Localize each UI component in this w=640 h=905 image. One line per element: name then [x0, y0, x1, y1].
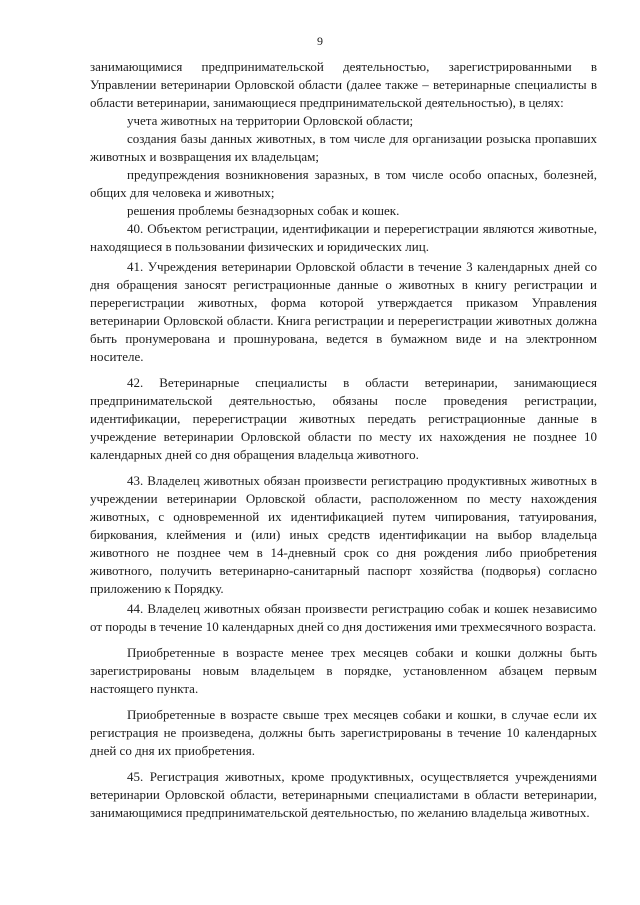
- clause-45: 45. Регистрация животных, кроме продуктивных, осуществляется учреждениями ветеринарии Орловской области, ветеринарными специалистами в области ветеринарии, занимающимися предпринимательской деятельностью, по желанию владельца животных.: [90, 769, 597, 820]
- list-item-purpose-database: создания базы данных животных, в том числе для организации розыска пропавших животных и возвращения их владельцам;: [90, 131, 597, 164]
- clause-44-paragraph-3: Приобретенные в возрасте свыше трех месяцев собаки и кошки, в случае если их регистрация не произведена, должны быть зарегистрированы в течение 10 календарных дней со дня их приобретения.: [90, 707, 597, 758]
- clause-41: 41. Учреждения ветеринарии Орловской области в течение 3 календарных дней со дня обращения заносят регистрационные данные о животных в книгу регистрации и перерегистрации животных, форма которой утверждается приказом Управления ветеринарии Орловской области. Книга регистрации и перерегистрации животных должна быть пронумерована и прошнурована, ведется в бумажном виде и на электронном носителе.: [90, 259, 597, 364]
- document-body: [90, 58, 597, 822]
- clause-44-paragraph-2: Приобретенные в возрасте менее трех месяцев собаки и кошки должны быть зарегистрированы новым владельцем в порядке, установленном абзацем первым настоящего пункта.: [90, 645, 597, 696]
- clause-43: 43. Владелец животных обязан произвести регистрацию продуктивных животных в учреждении ветеринарии Орловской области, расположенном по месту нахождения животных, с одновременной их идентификацией путем чипирования, татуирования, биркования, клеймения и (или) иных средств идентификации на выбор владельца животного не позднее чем в 14-дневный срок со дня рождения либо приобретения животного, получить ветеринарно-санитарный паспорт хозяйства (подворья) согласно приложению к Порядку.: [90, 473, 597, 596]
- clause-40: 40. Объектом регистрации, идентификации и перерегистрации являются животные, находящиеся в пользовании физических и юридических лиц.: [90, 221, 597, 254]
- list-item-purpose-stray-animals: решения проблемы безнадзорных собак и кошек.: [127, 203, 400, 218]
- paragraph-continuation: занимающимися предпринимательской деятельностью, зарегистрированными в Управлении ветеринарии Орловской области (далее также – ветеринарные специалисты в области ветеринарии, занимающиеся предпринимательской деятельностью), в целях:: [90, 59, 597, 110]
- clause-44: 44. Владелец животных обязан произвести регистрацию собак и кошек независимо от породы в течение 10 календарных дней со дня достижения ими трехмесячного возраста.: [90, 601, 597, 634]
- list-item-purpose-disease-prevention: предупреждения возникновения заразных, в том числе особо опасных, болезней, общих для человека и животных;: [90, 167, 597, 200]
- list-item-purpose-accounting: учета животных на территории Орловской области;: [127, 113, 414, 128]
- page-number: 9: [317, 34, 323, 48]
- clause-42: 42. Ветеринарные специалисты в области ветеринарии, занимающиеся предпринимательской деятельностью, обязаны после проведения регистрации, идентификации, перерегистрации животных передать регистрационные данные в учреждение ветеринарии Орловской области по месту их нахождения не позднее 10 календарных дней со дня обращения владельца животного.: [90, 375, 597, 462]
